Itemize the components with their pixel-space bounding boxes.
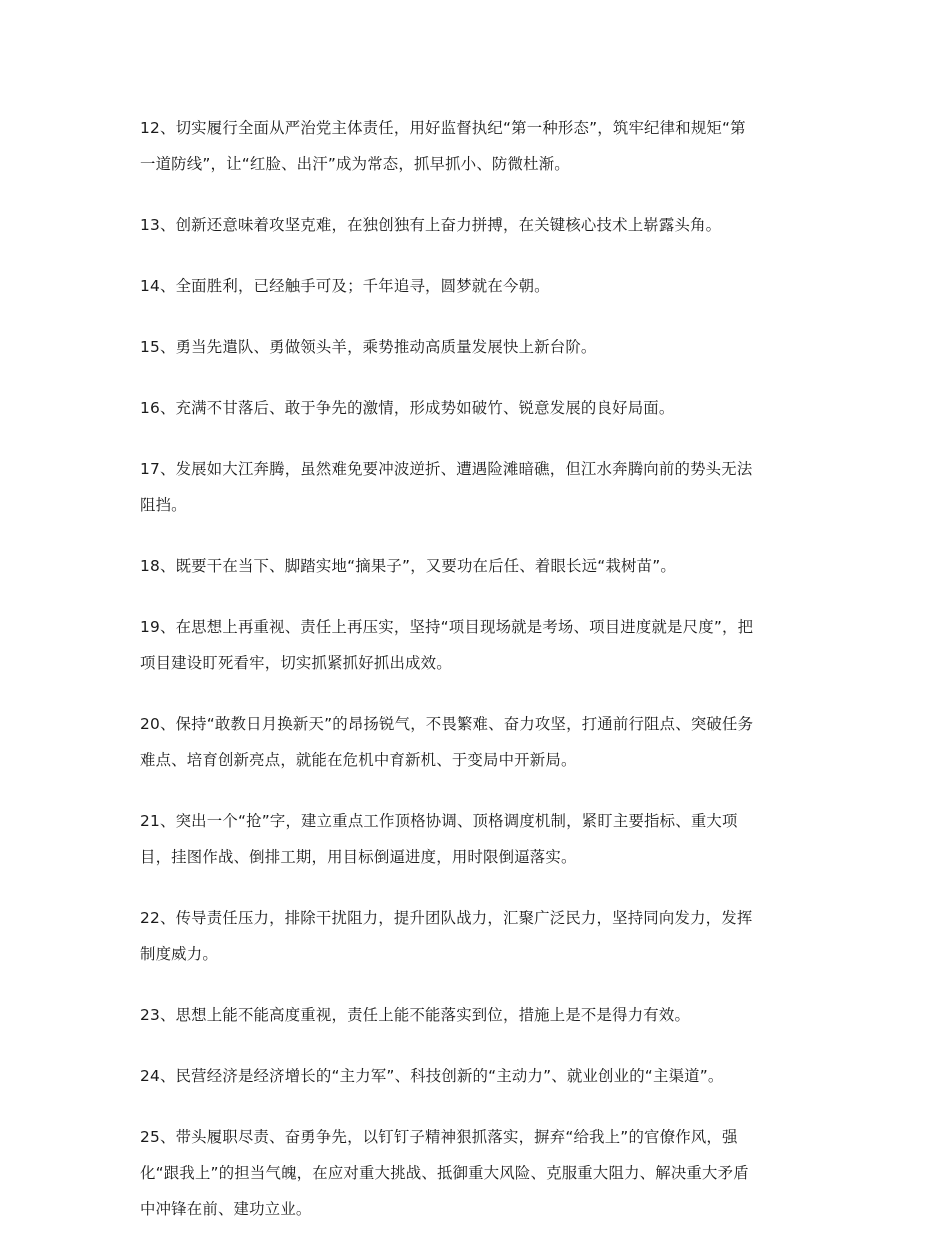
item-text: 勇当先遣队、勇做领头羊，乘势推动高质量发展快上新台阶。 xyxy=(175,338,597,356)
list-item xyxy=(140,110,760,182)
item-text: 带头履职尽责、奋勇争先，以钉钉子精神狠抓落实，摒弃“给我上”的官僚作风，强化“跟我上”的担当气魄，在应对重大挑战、抵御重大风险、克服重大阻力、解决重大矛盾中冲锋在前、建功立业。 xyxy=(140,1128,749,1218)
item-number: 16、 xyxy=(140,399,176,417)
document-body xyxy=(140,110,760,1252)
item-number: 25、 xyxy=(140,1128,176,1146)
item-text: 既要干在当下、脚踏实地“摘果子”，又要功在后任、着眼长远“栽树苗”。 xyxy=(175,557,676,575)
item-number: 15、 xyxy=(140,338,176,356)
list-item xyxy=(140,1058,760,1094)
item-number: 13、 xyxy=(140,216,176,234)
item-text: 在思想上再重视、责任上再压实，坚持“项目现场就是考场、项目进度就是尺度”，把项目建设盯死看牢，切实抓紧抓好抓出成效。 xyxy=(140,618,754,672)
list-item xyxy=(140,329,760,365)
item-text: 思想上能不能高度重视，责任上能不能落实到位，措施上是不是得力有效。 xyxy=(175,1006,691,1024)
item-text: 充满不甘落后、敢于争先的激情，形成势如破竹、锐意发展的良好局面。 xyxy=(175,399,675,417)
item-number: 23、 xyxy=(140,1006,176,1024)
list-item xyxy=(140,900,760,972)
item-text: 民营经济是经济增长的“主力军”、科技创新的“主动力”、就业创业的“主渠道”。 xyxy=(175,1067,724,1085)
list-item xyxy=(140,548,760,584)
item-text: 保持“敢教日月换新天”的昂扬锐气，不畏繁难、奋力攻坚，打通前行阻点、突破任务难点、培育创新亮点，就能在危机中育新机、于变局中开新局。 xyxy=(140,715,754,769)
list-item xyxy=(140,207,760,243)
list-item xyxy=(140,706,760,778)
list-item xyxy=(140,268,760,304)
item-number: 21、 xyxy=(140,812,176,830)
list-item xyxy=(140,451,760,523)
list-item xyxy=(140,1119,760,1227)
item-text: 切实履行全面从严治党主体责任，用好监督执纪“第一种形态”，筑牢纪律和规矩“第一道防线”，让“红脸、出汗”成为常态，抓早抓小、防微杜渐。 xyxy=(140,119,746,173)
item-text: 全面胜利，已经触手可及；千年追寻，圆梦就在今朝。 xyxy=(175,277,550,295)
item-number: 19、 xyxy=(140,618,176,636)
item-text: 传导责任压力，排除干扰阻力，提升团队战力，汇聚广泛民力，坚持同向发力，发挥制度威力。 xyxy=(140,909,753,963)
item-number: 24、 xyxy=(140,1067,176,1085)
list-item xyxy=(140,997,760,1033)
item-number: 20、 xyxy=(140,715,176,733)
item-number: 12、 xyxy=(140,119,176,137)
list-item xyxy=(140,390,760,426)
list-item xyxy=(140,609,760,681)
item-text: 发展如大江奔腾，虽然难免要冲波逆折、遭遇险滩暗礁，但江水奔腾向前的势头无法阻挡。 xyxy=(140,460,753,514)
item-text: 创新还意味着攻坚克难，在独创独有上奋力拼搏，在关键核心技术上崭露头角。 xyxy=(175,216,722,234)
item-number: 22、 xyxy=(140,909,176,927)
list-item xyxy=(140,803,760,875)
item-number: 17、 xyxy=(140,460,176,478)
item-text: 突出一个“抢”字，建立重点工作顶格协调、顶格调度机制，紧盯主要指标、重大项目，挂图作战、倒排工期，用目标倒逼进度，用时限倒逼落实。 xyxy=(140,812,738,866)
item-number: 14、 xyxy=(140,277,176,295)
item-number: 18、 xyxy=(140,557,176,575)
